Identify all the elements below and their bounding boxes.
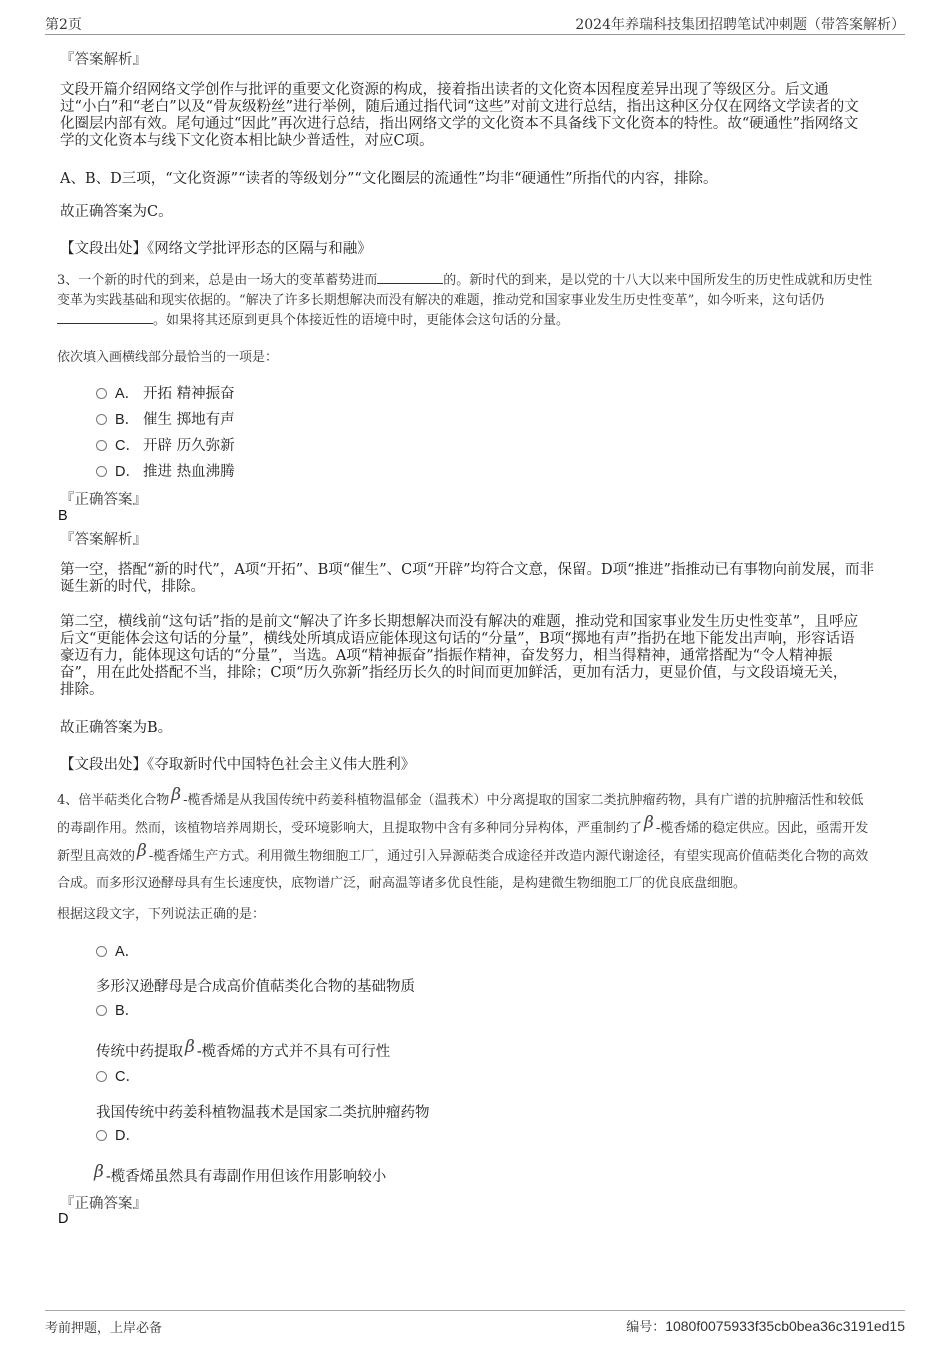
q2-analysis	[60, 82, 900, 150]
radio-icon[interactable]	[96, 1005, 107, 1016]
footer-slogan: 考前押题，上岸必备	[45, 1321, 163, 1336]
q4-option-c-text: 我国传统中药姜科植物温莪术是国家二类抗肿瘤药物	[96, 1105, 430, 1121]
q3-conclusion: 故正确答案为B。	[60, 720, 173, 736]
footer-code-label: 编号：	[626, 1320, 666, 1335]
q3-stem-line3: 。如果将其还原到更具个体接近性的语境中时，更能体会这句话的分量。	[153, 313, 570, 328]
q2-conclusion: 故正确答案为C。	[60, 204, 173, 220]
q2-analysis-line: 文段开篇介绍网络文学创作与批评的重要文化资源的构成，接着指出读者的文化资本因程度差异出现了等级区分。后文通	[60, 82, 829, 98]
q3-stem	[57, 271, 907, 331]
blank-line	[57, 311, 153, 324]
q4-option-d-text: β -榄香烯虽然具有毒副作用但该作用影响较小	[94, 1162, 387, 1185]
q4-answer: D	[58, 1211, 69, 1227]
q2-analysis-line: 学的文化资本与线下文化资本相比缺少普适性，对应C项。	[60, 133, 434, 149]
q3-answer: B	[58, 508, 68, 524]
q4-option-a-text: 多形汉逊酵母是合成高价值萜类化合物的基础物质	[96, 979, 415, 995]
radio-icon[interactable]	[96, 388, 107, 399]
blank-line	[377, 271, 443, 284]
q3-analysis-para1: 第一空，搭配“新的时代”，A项“开拓”、B项“催生”、C项“开辟”均符合文意，保留。D项“推进”指推动已有事物向前发展，而非 诞生新的时代，排除。	[60, 562, 874, 595]
q3-analysis-para2: 第二空，横线前“这句话”指的是前文“解决了许多长期想解决而没有解决的难题，推动党和国家事业发生历史性变革”，且呼应 后文“更能体会这句话的分量”，横线处所填成语应能体现这句话的“分量”，B项“掷地有声”指扔在地下能发出声响，形容话语 豪迈有力，能体现这句话的“分量”，当选。A项“精神振奋”指振作精神，奋发努力，相当得精神，通常搭配为“令人精神振 奋”，用在此处搭配不当，排除；C项“历久弥新”指经历长久的时间而更加鲜活，更加有活力，更显价值，与文段语境无关， 排除。	[60, 614, 859, 698]
q3-source: 【文段出处】《夺取新时代中国特色社会主义伟大胜利》	[60, 757, 416, 773]
q3-option-c[interactable]: C． 开辟 历久弥新	[96, 434, 235, 454]
q4-ask: 根据这段文字，下列说法正确的是：	[57, 907, 266, 922]
radio-icon[interactable]	[96, 440, 107, 451]
beta-symbol: β	[171, 785, 182, 805]
q2-analysis-line: 过“小白”和“老白”以及“骨灰级粉丝”进行举例，随后通过指代词“这些”对前文进行总结，指出这种区分仅在网络文学读者的文	[60, 99, 859, 115]
q4-answer-label: 『正确答案』	[60, 1196, 147, 1212]
q2-analysis-label: 『答案解析』	[60, 52, 147, 68]
q3-option-d[interactable]: D． 推进 热血沸腾	[96, 460, 235, 480]
q3-stem-part2: 的。新时代的到来，是以党的十八大以来中国所发生的历史性成就和历史性	[443, 273, 873, 288]
q4-option-c[interactable]: C．	[96, 1065, 143, 1085]
radio-icon[interactable]	[96, 946, 107, 957]
q2-exclude: A、B、D三项，“文化资源”“读者的等级划分”“文化圈层的流通性”均非“硬通性”所指代的内容，排除。	[60, 171, 718, 187]
page-number: 第2页	[45, 17, 82, 33]
q3-answer-label: 『正确答案』	[60, 492, 147, 508]
page-footer	[45, 1310, 905, 1337]
q3-stem-part1: 3、一个新的时代的到来，总是由一场大的变革蓄势进而	[57, 273, 378, 288]
footer-code-value: 1080f0075933f35cb0bea36c3191ed15	[665, 1318, 905, 1334]
radio-icon[interactable]	[96, 414, 107, 425]
beta-symbol: β	[644, 813, 654, 833]
beta-symbol: β	[185, 1037, 195, 1057]
q4-option-d[interactable]: D．	[96, 1124, 143, 1144]
q3-option-b[interactable]: B． 催生 掷地有声	[96, 408, 235, 428]
radio-icon[interactable]	[96, 466, 107, 477]
q3-ask: 依次填入画横线部分最恰当的一项是：	[57, 350, 279, 365]
q4-option-b[interactable]: B．	[96, 999, 143, 1019]
q3-analysis-label: 『答案解析』	[60, 532, 147, 548]
document-title: 2024年养瑞科技集团招聘笔试冲刺题（带答案解析）	[575, 17, 905, 33]
q3-option-a[interactable]: A． 开拓 精神振奋	[96, 382, 235, 402]
q4-option-a[interactable]: A．	[96, 940, 143, 960]
radio-icon[interactable]	[96, 1130, 107, 1141]
q2-analysis-line: 化圈层内部有效。尾句通过“因此”再次进行总结，指出网络文学的文化资本不具备线下文化资本的特性。故“硬通性”指网络文	[60, 116, 859, 132]
beta-symbol: β	[94, 1162, 104, 1182]
footer-code	[626, 1316, 905, 1335]
page-header	[45, 10, 905, 35]
beta-symbol: β	[137, 841, 147, 861]
q2-source: 【文段出处】《网络文学批评形态的区隔与和融》	[60, 241, 372, 257]
q4-stem: 4、倍半萜类化合物 β -榄香烯是从我国传统中药姜科植物温郁金（温莪术）中分离提取的国家二类抗肿瘤药物，具有广谱的抗肿瘤活性和较低 的毒副作用。然而，该植物培养周期长，受环境影响大，且提取物中含有多种同分异构体，严重制约了 β -榄香烯的稳定供应。因此，亟需开发 新型且高效的 β -榄香烯生产方式。利用微生物细胞工厂，通过引入异源萜类合成途径并改造内源代谢途径，有望实现高价值萜类化合物的高效 合成。而多形汉逊酵母具有生长速度快，底物谱广泛，耐高温等诸多优良性能，是构建微生物细胞工厂的优良底盘细胞。	[57, 785, 869, 891]
q4-option-b-text: 传统中药提取 β -榄香烯的方式并不具有可行性	[96, 1037, 391, 1060]
q3-stem-line2: 变革为实践基础和现实依据的。“解决了许多长期想解决而没有解决的难题，推动党和国家事业发生历史性变革”，如今听来，这句话仍	[57, 293, 825, 308]
radio-icon[interactable]	[96, 1071, 107, 1082]
